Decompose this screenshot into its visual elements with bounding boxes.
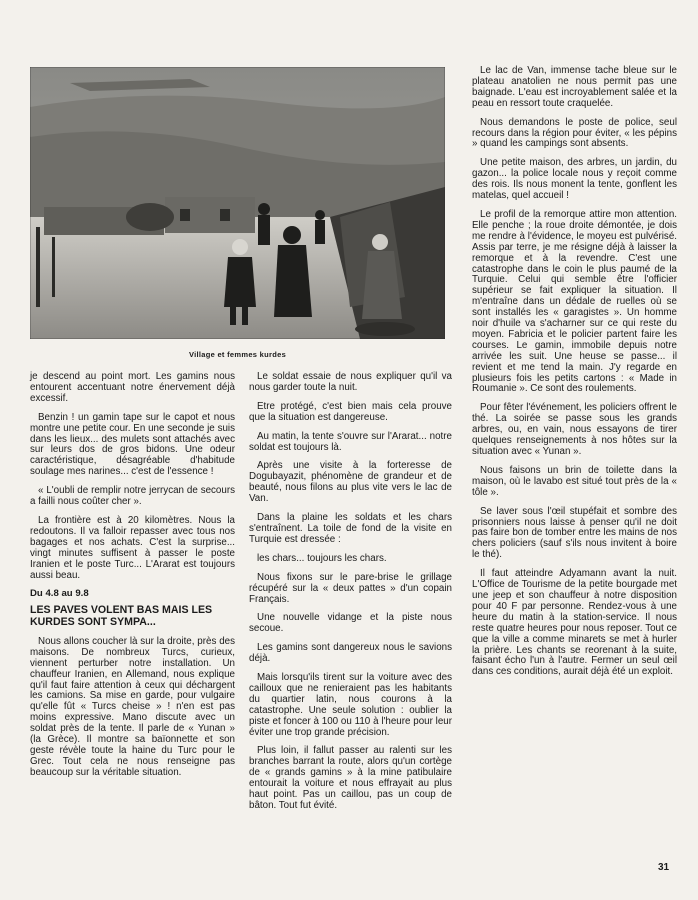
paragraph: Etre protégé, c'est bien mais cela prouve que la situation est dangereuse.: [249, 400, 452, 423]
paragraph: les chars... toujours les chars.: [257, 552, 387, 564]
paragraph: La frontière est à 20 kilomètres. Nous la redoutons. Il va falloir repasser avec tous nos bagages et nos achats. C'est la surprise... vingt minutes suffisent à passer le poste Iranien et le poste Turc... L'Ararat est toujours aussi beau.: [30, 514, 235, 581]
paragraph: Nous faisons un brin de toilette dans la maison, où le lavabo est situé tout près de la « tôle ».: [472, 464, 677, 498]
page-number: 31: [658, 862, 670, 873]
text-column-1: [30, 372, 235, 787]
paragraph: « L'oubli de remplir notre jerrycan de secours a failli nous coûter cher ».: [30, 485, 235, 508]
paragraph: Mais lorsqu'ils tirent sur la voiture avec des cailloux que ne renieraient pas les habitants du quartier latin, nous courons à la catastrophe. Une seule solution : oublier la piste et foncer à 100 ou 110 à l'heure pour leur éviter une trop grande précision.: [249, 672, 452, 738]
village-photo: [30, 67, 445, 339]
paragraph: Benzin ! un gamin tape sur le capot et nous montre une petite cour. En une seconde je suis dans les lieux... des mulets sont attachés avec sur leurs dos de gros bidons. Une odeur caractéristique, désagréable d'habitude soulage mes narines... c'est de l'essence !: [30, 411, 235, 478]
paragraph: Plus loin, il fallut passer au ralenti sur les branches barrant la route, alors qu'un cortège de « grands gamins » à la mine patibulaire entourait la voiture et nous effrayait au plus haut point. Pas un caillou, pas un coup de bâton. Tout fut évité.: [249, 745, 452, 811]
village-photo-illustration: [30, 67, 445, 339]
paragraph: Se laver sous l'œil stupéfait et sombre des prisonniers nous laisse à penser qu'il ne doit pas faire bon de tomber entre les mains de nos chers policiers (sauf s'ils nous invitent à boire le thé).: [472, 505, 677, 561]
paragraph: Le soldat essaie de nous expliquer qu'il va nous garder toute la nuit.: [249, 371, 452, 393]
paragraph: Pour fêter l'événement, les policiers offrent le thé. La soirée se passe sous les grands arbres, ou, en vain, nous essayons de tirer quelques renseignements à nos hôtes sur la situation avec « Yunan ».: [472, 402, 677, 457]
paragraph: Une petite maison, des arbres, un jardin, du gazon... la police locale nous y reçoit comme des rois. Ils nous monent la tente, gonflent les matelas, quel accueil !: [472, 157, 677, 202]
photo-caption: Village et femmes kurdes: [188, 350, 287, 359]
section-date: Du 4.8 au 9.8: [30, 588, 89, 600]
text-column-3: [472, 66, 677, 686]
paragraph: je descend au point mort. Les gamins nous entourent accentuant notre énervement déjà excessif.: [30, 371, 235, 404]
paragraph: Dans la plaine les soldats et les chars s'entraînent. La toile de fond de la visite en Turquie est dressée :: [249, 512, 452, 545]
paragraph: Le lac de Van, immense tache bleue sur le plateau anatolien ne nous permit pas une baignade. L'eau est incroyablement salée et la peau en ressort toute craquelée.: [472, 65, 677, 109]
paragraph: Nous demandons le poste de police, seul recours dans la région pour éviter, « les pépins » quand les campings sont absents.: [472, 116, 677, 150]
paragraph: Il faut atteindre Adyamann avant la nuit. L'Office de Tourisme de la petite bourgade met une jeep et son chauffeur à notre disposition pour 40 F par personne. Rendez-vous à une heure du matin à la station-service. Il nous reste quatre heures pour nous reposer. Tout ce que la ville a comme minarets se met à hurler la prière. Les chants se reorenant à la suite, faisant écho l'un à l'autre. Fermer un seul œil dans ces conditions, aurait déjà été un exploit.: [472, 568, 677, 678]
paragraph: Au matin, la tente s'ouvre sur l'Ararat... notre soldat est toujours là.: [249, 430, 452, 453]
paragraph: Nous allons coucher là sur la droite, près des maisons. De nombreux Turcs, curieux, viennent perturber notre installation. Un chauffeur Iranien, en Allemand, nous explique qu'il faut faire attention à ceux qui déchargent les camions. Sa mise en garde, pour vulgaire qu'elle fût « Turcs cheise » ! n'en est pas moins expressive. Mano discute avec un soldat près de la tente. Il parle de « Yunan » (la Grèce). Il montre sa baïonnette et son geste révèle toute la haine du Turc pour le Grec. Tout cela ne nous renseigne pas beaucoup sur la véritable situation.: [30, 635, 235, 778]
paragraph: Les gamins sont dangereux nous le savions déjà.: [249, 642, 452, 665]
paragraph: Le profil de la remorque attire mon attention. Elle penche ; la roue droite démontée, je dois me rendre à l'évidence, le moyeu est pulvérisé. Assis par terre, je me résigne déjà à laisser la remorque et à la revendre. C'est une catastrophe dans le coin le plus paumé de la Turquie. Celui qui semble être l'officier supérieur se fait expliquer la situation. Il m'entraîne dans un dédale de ruelles où se sont installés les « garagistes ». Un homme noir d'huile va s'acharner sur ce qui reste du moyen. Fabricia et le policier partent faire les courses. Le gamin, immobile depuis notre arrivée les suit. Une heuse se passe... il revient et me tend la main. J'y regarde en plusieurs fois les petits cartons : « Made in Roumanie ». Ce sont des roulements.: [472, 208, 677, 395]
text-column-2: [249, 372, 452, 820]
paragraph: Après une visite à la forteresse de Dogubayazit, phénomène de grandeur et de beauté, nous filons au plus vite vers le lac de Van.: [249, 460, 452, 505]
paragraph: Une nouvelle vidange et la piste nous secoue.: [249, 612, 452, 635]
paragraph: Nous fixons sur le pare-brise le grillage récupéré sur la « deux pattes » d'un copain Français.: [249, 571, 452, 605]
section-headline: LES PAVES VOLENT BAS MAIS LES KURDES SONT SYMPA...: [30, 604, 213, 629]
